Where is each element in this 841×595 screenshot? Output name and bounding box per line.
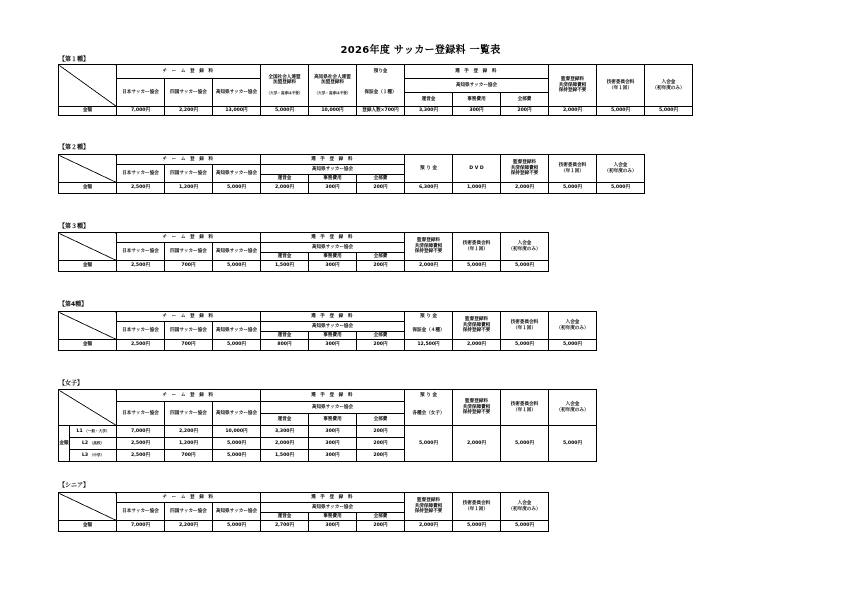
corner-diagonal: [59, 312, 117, 340]
value-cell: 5,000円: [213, 438, 261, 450]
player-col-office: 事務費用: [453, 93, 501, 107]
player-col-operation: 運営金: [261, 175, 309, 183]
player-col-all: 全部費: [501, 93, 549, 107]
section-3-label: 【第３種】: [59, 223, 90, 230]
row-label: 金額: [59, 261, 117, 272]
value-cell: 7,000円: [117, 107, 165, 116]
coach-reg-fee-header: 監督登録料 共済保障費相 保持登録不要: [405, 493, 453, 521]
row-group-label: 金額: [59, 426, 70, 462]
section-1-table: [58, 64, 693, 116]
kochi-association-header: 高知県サッカー協会: [261, 402, 405, 414]
section-2-table: [58, 154, 645, 194]
entry-fee-header: 入会金 （初年度のみ）: [645, 65, 693, 107]
entry-fee-header: 入会金 （初年度のみ）: [597, 155, 645, 183]
deposit-header: 預り金: [357, 65, 405, 79]
tech-committee-fee-header: 技術委員会料 （年１回）: [453, 493, 501, 521]
player-col-operation: 運営金: [261, 332, 309, 340]
value-cell: 300円: [309, 450, 357, 462]
team-col-jfa: 日本サッカー協会: [117, 243, 165, 261]
dvd-header: D V D: [453, 155, 501, 183]
player-col-office: 事務費用: [309, 253, 357, 261]
player-col-office: 事務費用: [309, 332, 357, 340]
tech-committee-fee-header: 技術委員会料 （年１回）: [549, 155, 597, 183]
value-cell: 2,000円: [261, 438, 309, 450]
document-title: 2026年度 サッカー登録料 一覧表: [340, 45, 501, 56]
value-cell: 5,000円: [213, 261, 261, 272]
value-cell: 2,200円: [165, 107, 213, 116]
team-col-kochi: 高知県サッカー協会: [213, 322, 261, 340]
team-fee-header: チ ー ム 登 録 料: [117, 233, 261, 243]
value-cell: 2,500円: [117, 438, 165, 450]
team-col-shikoku: 四国サッカー協会: [165, 243, 213, 261]
team-col-jfa: 日本サッカー協会: [117, 165, 165, 183]
player-fee-header: 選 手 登 録 料: [261, 493, 405, 503]
team-col-shikoku: 四国サッカー協会: [165, 322, 213, 340]
value-cell: 2,200円: [165, 521, 213, 532]
kochi-association-header: 高知県サッカー協会: [405, 79, 549, 93]
team-col-kochi: 高知県サッカー協会: [213, 79, 261, 107]
value-cell: 7,000円: [117, 521, 165, 532]
player-col-operation: 運営金: [261, 513, 309, 521]
table-row: [59, 183, 645, 194]
value-cell: 2,000円: [549, 107, 597, 116]
coach-reg-fee-header: 監督登録料 共済保障費相 保持登録不要: [501, 155, 549, 183]
player-col-office: 事務費用: [309, 175, 357, 183]
value-cell: 200円: [357, 521, 405, 532]
row-label-l3: L3 （中学）: [70, 450, 117, 462]
team-col-jfa: 日本サッカー協会: [117, 322, 165, 340]
entry-fee-header: 入会金 （初年度のみ）: [501, 493, 549, 521]
value-cell: 5,000円: [645, 107, 693, 116]
player-col-all: 全部費: [357, 253, 405, 261]
value-cell: 200円: [357, 450, 405, 462]
kochi-association-header: 高知県サッカー協会: [261, 322, 405, 332]
national-league-fee-header: 全国社会人連盟 加盟登録料 （大学・高専は不要）: [261, 65, 309, 107]
entry-fee-header: 入会金 （初年度のみ）: [549, 312, 597, 340]
team-col-jfa: 日本サッカー協会: [117, 402, 165, 426]
player-col-all: 全部費: [357, 175, 405, 183]
value-cell: 5,000円: [501, 261, 549, 272]
value-cell: 200円: [357, 438, 405, 450]
team-fee-header: チ ー ム 登 録 料: [117, 312, 261, 322]
player-col-operation: 運営金: [261, 414, 309, 426]
team-col-shikoku: 四国サッカー協会: [165, 165, 213, 183]
corner-diagonal: [59, 65, 117, 107]
row-label: 金額: [59, 107, 117, 116]
value-cell: 300円: [309, 261, 357, 272]
tech-committee-fee-header: 技術委員会料 （年１回）: [453, 233, 501, 261]
section-6-label: 【シニア】: [59, 482, 90, 489]
team-col-shikoku: 四国サッカー協会: [165, 402, 213, 426]
value-cell: 5,000円: [501, 340, 549, 351]
value-cell: 5,000円: [597, 183, 645, 194]
table-row: [59, 426, 597, 438]
value-cell: 1,200円: [165, 183, 213, 194]
value-cell: 2,200円: [165, 426, 213, 438]
table-row: [59, 261, 549, 272]
player-col-operation: 運営金: [261, 253, 309, 261]
value-cell: 700円: [165, 450, 213, 462]
corner-diagonal: [59, 493, 117, 521]
kochi-association-header: 高知県サッカー協会: [261, 165, 405, 175]
value-cell: 2,000円: [501, 183, 549, 194]
value-cell: 6,300円: [405, 183, 453, 194]
value-cell: 12,500円: [405, 340, 453, 351]
corner-diagonal: [59, 233, 117, 261]
player-fee-header: 選 手 登 録 料: [261, 312, 405, 322]
value-cell: 10,000円: [213, 426, 261, 438]
deposit-sub: 保証金（４種）: [405, 322, 453, 340]
value-cell: 5,000円: [213, 340, 261, 351]
value-cell: 700円: [165, 340, 213, 351]
coach-reg-fee-header: 監督登録料 共済保障費相 保持登録不要: [453, 390, 501, 426]
table-row: [59, 340, 597, 351]
value-cell: 2,700円: [261, 521, 309, 532]
player-col-all: 全部費: [357, 414, 405, 426]
team-col-jfa: 日本サッカー協会: [117, 79, 165, 107]
value-cell: 7,000円: [117, 426, 165, 438]
value-cell: 800円: [261, 340, 309, 351]
value-cell: 5,000円: [549, 340, 597, 351]
deposit-sub: 各種会（女子）: [405, 402, 453, 426]
value-cell: 300円: [309, 340, 357, 351]
kochi-association-header: 高知県サッカー協会: [261, 243, 405, 253]
team-col-kochi: 高知県サッカー協会: [213, 243, 261, 261]
value-cell: 5,000円: [453, 261, 501, 272]
entry-fee-header: 入会金 （初年度のみ）: [501, 233, 549, 261]
section-1-label: 【第１種】: [59, 56, 90, 63]
value-cell: 2,000円: [405, 521, 453, 532]
section-3-table: [58, 232, 549, 272]
value-cell: 2,000円: [405, 261, 453, 272]
value-cell: 1,500円: [261, 261, 309, 272]
coach-reg-fee-header: 監督登録料 共済保障費相 保持登録不要: [453, 312, 501, 340]
value-cell: 5,000円: [213, 450, 261, 462]
player-col-all: 全部費: [357, 332, 405, 340]
coach-reg-fee-header: 監督登録料 共済保障費相 保持登録不要: [549, 65, 597, 107]
coach-reg-fee-header: 監督登録料 共済保障費相 保持登録不要: [405, 233, 453, 261]
value-cell: 2,500円: [117, 183, 165, 194]
player-fee-header: 選 手 登 録 料: [261, 390, 405, 402]
value-cell: 300円: [309, 426, 357, 438]
corner-diagonal: [59, 155, 117, 183]
value-cell: 700円: [165, 261, 213, 272]
value-cell: 5,000円: [549, 183, 597, 194]
tech-committee-fee-header: 技術委員会料 （年１回）: [501, 390, 549, 426]
team-fee-header: チ ー ム 登 録 料: [117, 493, 261, 503]
value-cell: 5,000円: [405, 426, 453, 462]
row-label-l2: L2 （高校）: [70, 438, 117, 450]
section-4-label: 【第4種】: [59, 301, 88, 308]
row-label-l1: L1 （一般・大学）: [70, 426, 117, 438]
tech-committee-fee-header: 技術委員会料 （年１回）: [597, 65, 645, 107]
player-col-operation: 運営金: [405, 93, 453, 107]
value-cell: 13,000円: [213, 107, 261, 116]
team-fee-header: チ ー ム 登 録 料: [117, 155, 261, 165]
value-cell: 5,000円: [453, 521, 501, 532]
player-fee-header: 選 手 登 録 料: [261, 233, 405, 243]
team-col-shikoku: 四国サッカー協会: [165, 79, 213, 107]
value-cell: 3,300円: [405, 107, 453, 116]
value-cell: 200円: [357, 261, 405, 272]
deposit-header: 預 り 金: [405, 312, 453, 322]
value-cell: 1,200円: [165, 438, 213, 450]
team-col-kochi: 高知県サッカー協会: [213, 402, 261, 426]
value-cell: 300円: [453, 107, 501, 116]
value-cell: 5,000円: [501, 426, 549, 462]
value-cell: 200円: [501, 107, 549, 116]
section-4-table: [58, 311, 597, 351]
value-cell: 300円: [309, 438, 357, 450]
value-cell: 2,500円: [117, 340, 165, 351]
team-col-kochi: 高知県サッカー協会: [213, 503, 261, 521]
table-row: [59, 107, 693, 116]
value-cell: 5,000円: [213, 183, 261, 194]
value-cell: 5,000円: [597, 107, 645, 116]
value-cell: 2,000円: [261, 183, 309, 194]
value-cell: 2,500円: [117, 450, 165, 462]
player-fee-header: 選 手 登 録 料: [405, 65, 549, 79]
value-cell: 2,000円: [453, 426, 501, 462]
tech-committee-fee-header: 技術委員会料 （年１回）: [501, 312, 549, 340]
section-5-table: [58, 389, 597, 462]
value-cell: 10,000円: [309, 107, 357, 116]
team-col-kochi: 高知県サッカー協会: [213, 165, 261, 183]
player-col-office: 事務費用: [309, 513, 357, 521]
table-row: [59, 521, 549, 532]
deposit-sub: 保証金（１種）: [357, 79, 405, 107]
value-cell: 1,500円: [261, 450, 309, 462]
value-cell: 5,000円: [213, 521, 261, 532]
section-6-table: [58, 492, 549, 532]
section-5-label: 【女子】: [59, 380, 84, 387]
kochi-association-header: 高知県サッカー協会: [261, 503, 405, 513]
player-fee-header: 選 手 登 録 料: [261, 155, 405, 165]
section-2-label: 【第２種】: [59, 144, 90, 151]
prefecture-league-fee-header: 高知県社会人連盟 加盟登録料 （大学・高専は不要）: [309, 65, 357, 107]
entry-fee-header: 入会金 （初年度のみ）: [549, 390, 597, 426]
value-cell: 1,000円: [453, 183, 501, 194]
value-cell: 300円: [309, 183, 357, 194]
value-cell: 2,000円: [453, 340, 501, 351]
row-label: 金額: [59, 521, 117, 532]
value-cell: 200円: [357, 183, 405, 194]
corner-diagonal: [59, 390, 117, 426]
deposit-header: 預 り 金: [405, 390, 453, 402]
value-cell: 5,000円: [549, 426, 597, 462]
value-cell: 3,300円: [261, 426, 309, 438]
value-cell: 200円: [357, 340, 405, 351]
value-cell: 200円: [357, 426, 405, 438]
value-cell: 300円: [309, 521, 357, 532]
value-cell: 5,000円: [501, 521, 549, 532]
player-col-all: 全部費: [357, 513, 405, 521]
team-col-shikoku: 四国サッカー協会: [165, 503, 213, 521]
value-cell: 2,500円: [117, 261, 165, 272]
deposit-header: 預 り 金: [405, 155, 453, 183]
player-col-office: 事務費用: [309, 414, 357, 426]
row-label: 金額: [59, 340, 117, 351]
team-fee-header: チ ー ム 登 録 料: [117, 65, 261, 79]
value-cell: 登録人数×700円: [357, 107, 405, 116]
team-fee-header: チ ー ム 登 録 料: [117, 390, 261, 402]
value-cell: 5,000円: [261, 107, 309, 116]
row-label: 金額: [59, 183, 117, 194]
team-col-jfa: 日本サッカー協会: [117, 503, 165, 521]
